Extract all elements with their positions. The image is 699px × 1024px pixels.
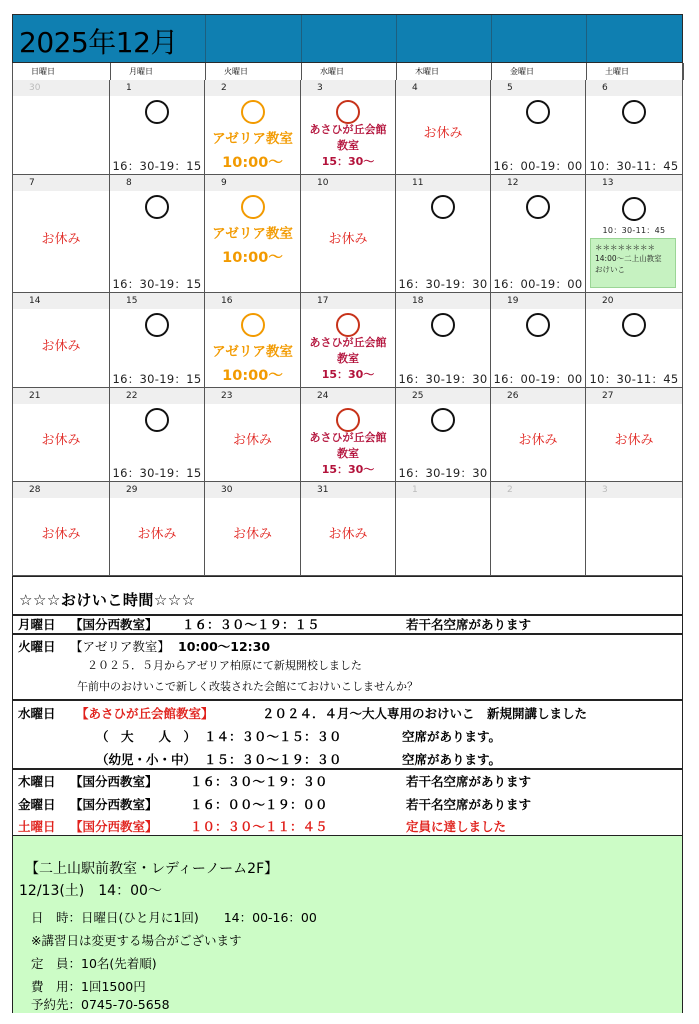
day-number-bar <box>205 482 300 498</box>
lesson-time: 16：00-19：00 <box>493 372 583 386</box>
azalea-class <box>205 127 300 172</box>
calendar-day-cell <box>491 388 586 482</box>
azalea-class-name: アゼリア教室 <box>212 226 293 242</box>
calendar-day-cell <box>205 388 301 482</box>
closed-label: お休み <box>41 339 81 354</box>
weekday-label: 木曜日 <box>397 63 492 80</box>
special-reservation: 予約先：0745-70-5658 <box>31 997 170 1012</box>
calendar-day-cell <box>110 388 205 482</box>
calendar-day-cell <box>205 80 301 175</box>
closed-label: お休み <box>41 527 81 542</box>
day-number: 3 <box>602 485 608 495</box>
friday-status: 若干名空席があります <box>406 797 532 812</box>
day-number-bar <box>396 80 490 96</box>
day-number-bar <box>13 293 109 309</box>
lesson-time: 16：30-19：30 <box>398 372 488 386</box>
day-number-bar <box>301 80 395 96</box>
azalea-class-name: アゼリア教室 <box>212 131 293 147</box>
calendar-day-cell <box>12 482 110 576</box>
azalea-class <box>205 222 300 267</box>
day-number-bar <box>13 388 109 404</box>
available-circle-icon <box>431 408 455 432</box>
day-number: 1 <box>126 83 132 93</box>
closed-label: お休み <box>41 433 81 448</box>
lesson-time: 10：30-11：45 <box>589 372 679 386</box>
special-fee: 費 用：1回1500円 <box>31 979 146 994</box>
kids-status: 空席があります。 <box>402 752 502 767</box>
azalea-class-time: 10:00～ <box>222 155 283 171</box>
asahigaoka-class-line: あさひが丘会館 <box>309 431 387 444</box>
azalea-class <box>205 340 300 385</box>
day-number-bar <box>396 175 490 191</box>
day-number-bar <box>491 482 585 498</box>
friday-label: 金曜日 <box>18 797 56 812</box>
available-circle-icon <box>336 408 360 432</box>
day-number-bar <box>13 80 109 96</box>
saturday-label: 土曜日 <box>18 819 56 834</box>
day-number: 13 <box>602 178 614 188</box>
asahigaoka-class-line: 15：30～ <box>321 463 375 476</box>
special-class-box <box>13 835 682 1013</box>
day-number-bar <box>586 388 682 404</box>
monday-label: 月曜日 <box>18 617 56 632</box>
lesson-time: 16：00-19：00 <box>493 277 583 291</box>
weekday-label: 水曜日 <box>302 63 397 80</box>
day-number-bar <box>110 388 204 404</box>
day-number: 10 <box>317 178 329 188</box>
day-number-bar <box>396 293 490 309</box>
weekday-label: 土曜日 <box>587 63 684 80</box>
day-number-bar <box>301 388 395 404</box>
asahigaoka-class-line: 15：30～ <box>321 368 375 381</box>
day-number-bar <box>110 293 204 309</box>
day-number: 24 <box>317 391 329 401</box>
day-number: 7 <box>29 178 35 188</box>
lesson-time: 16：30-19：30 <box>398 466 488 480</box>
monday-place: 【国分西教室】 <box>70 617 158 632</box>
day-number-bar <box>110 482 204 498</box>
day-number: 5 <box>507 83 513 93</box>
calendar-day-cell <box>396 293 491 388</box>
kids-label: （幼児・小・中） <box>96 752 197 767</box>
asahigaoka-class-line: 教室 <box>337 139 359 152</box>
header-divider <box>205 15 206 62</box>
header-divider <box>491 15 492 62</box>
tuesday-note-1: ２０２５．５月からアゼリア柏原にて新規開校しました <box>87 659 362 672</box>
lesson-time: 16：00-19：00 <box>493 159 583 173</box>
monday-time: １６：３０～１９：１５ <box>182 617 320 632</box>
saturday-status: 定員に達しました <box>406 819 507 834</box>
calendar-day-cell <box>301 175 396 293</box>
calendar-day-cell <box>301 388 396 482</box>
kids-time: １５：３０～１９：３０ <box>204 752 342 767</box>
day-number-bar <box>205 293 300 309</box>
day-number: 25 <box>412 391 424 401</box>
tuesday-time: 10:00～12:30 <box>178 639 271 654</box>
header-divider <box>586 15 587 62</box>
calendar-day-cell <box>301 293 396 388</box>
day-number: 14 <box>29 296 41 306</box>
azalea-class-time: 10:00～ <box>222 250 283 266</box>
weekday-label: 金曜日 <box>492 63 587 80</box>
lesson-time: 10：30-11：45 <box>602 226 666 235</box>
day-number: 21 <box>29 391 41 401</box>
day-number-bar <box>110 175 204 191</box>
asahigaoka-class-line: 教室 <box>337 447 359 460</box>
day-number-bar <box>301 293 395 309</box>
available-circle-icon <box>145 100 169 124</box>
day-number: 31 <box>317 485 329 495</box>
special-title: 【二上山駅前教室・レディーノーム2F】 <box>25 861 279 877</box>
available-circle-icon <box>145 195 169 219</box>
day-number: 20 <box>602 296 614 306</box>
calendar-day-cell <box>110 482 205 576</box>
special-date: 12/13(土) 14：00～ <box>19 883 162 899</box>
weekday-row <box>12 63 683 80</box>
available-circle-icon <box>431 195 455 219</box>
available-circle-icon <box>526 313 550 337</box>
lesson-time: 16：30-19：30 <box>398 277 488 291</box>
azalea-class-name: アゼリア教室 <box>212 344 293 360</box>
day-number: 12 <box>507 178 519 188</box>
available-circle-icon <box>145 313 169 337</box>
calendar-day-cell <box>110 175 205 293</box>
day-number-bar <box>301 482 395 498</box>
azalea-class-time: 10:00～ <box>222 368 283 384</box>
calendar-day-cell <box>586 293 683 388</box>
day-number-bar <box>13 175 109 191</box>
saturday-time: １０：３０～１１：４５ <box>190 819 328 834</box>
available-circle-icon <box>622 100 646 124</box>
adult-label: （ 大 人 ） <box>96 729 197 744</box>
lesson-time: 10：30-11：45 <box>589 159 679 173</box>
day-number-bar <box>205 175 300 191</box>
wednesday-label: 水曜日 <box>18 706 56 721</box>
day-number: 6 <box>602 83 608 93</box>
day-number-bar <box>491 175 585 191</box>
day-number: 19 <box>507 296 519 306</box>
calendar-day-cell <box>491 80 586 175</box>
day-number-bar <box>586 175 682 191</box>
day-number: 18 <box>412 296 424 306</box>
day-number-bar <box>205 388 300 404</box>
closed-label: お休み <box>614 433 654 448</box>
saturday-place: 【国分西教室】 <box>70 819 158 834</box>
available-circle-icon <box>241 313 265 337</box>
header-divider <box>301 15 302 62</box>
day-number: 17 <box>317 296 329 306</box>
calendar-day-cell <box>205 175 301 293</box>
available-circle-icon <box>622 197 646 221</box>
calendar-day-cell <box>491 293 586 388</box>
day-number: 27 <box>602 391 614 401</box>
calendar-day-cell <box>205 482 301 576</box>
closed-label: お休み <box>41 232 81 247</box>
thursday-place: 【国分西教室】 <box>70 774 158 789</box>
available-circle-icon <box>526 100 550 124</box>
lesson-time: 16：30-19：15 <box>112 159 202 173</box>
day-number: 3 <box>317 83 323 93</box>
friday-place: 【国分西教室】 <box>70 797 158 812</box>
event-note <box>590 238 676 288</box>
monday-status: 若干名空席があります <box>406 617 532 632</box>
tuesday-label: 火曜日 <box>18 639 56 654</box>
day-number: 26 <box>507 391 519 401</box>
calendar-day-cell <box>110 80 205 175</box>
adult-status: 空席があります。 <box>402 729 502 744</box>
calendar-day-cell <box>396 388 491 482</box>
day-number-bar <box>205 80 300 96</box>
day-number-bar <box>491 388 585 404</box>
closed-label: お休み <box>328 527 368 542</box>
day-number-bar <box>586 80 682 96</box>
calendar-day-cell <box>491 175 586 293</box>
available-circle-icon <box>622 313 646 337</box>
day-number-bar <box>396 388 490 404</box>
closed-label: お休み <box>423 126 463 141</box>
asahigaoka-class <box>301 430 395 478</box>
adult-time: １４：３０～１５：３０ <box>204 729 342 744</box>
closed-label: お休み <box>232 527 272 542</box>
special-capacity: 定 員：10名(先着順) <box>31 956 157 971</box>
closed-label: お休み <box>328 232 368 247</box>
thursday-time: １６：３０～１９：３０ <box>190 774 328 789</box>
lesson-time: 16：30-19：15 <box>112 466 202 480</box>
day-number: 4 <box>412 83 418 93</box>
special-notice: ※講習日は変更する場合がございます <box>31 933 242 948</box>
day-number: 15 <box>126 296 138 306</box>
day-number: 30 <box>29 83 41 93</box>
calendar-day-cell <box>110 293 205 388</box>
closed-label: お休み <box>232 433 272 448</box>
weekday-label: 日曜日 <box>13 63 111 80</box>
event-note-line: おけいこ <box>595 265 625 274</box>
weekday-label: 月曜日 <box>111 63 206 80</box>
asahigaoka-class <box>301 122 395 170</box>
thursday-label: 木曜日 <box>18 774 56 789</box>
calendar-header <box>12 14 683 63</box>
day-number-bar <box>491 293 585 309</box>
closed-label: お休み <box>137 527 177 542</box>
asahigaoka-class <box>301 335 395 383</box>
day-number-bar <box>396 482 490 498</box>
wednesday-text: ２０２４．４月～大人専用のおけいこ 新規開講しました <box>262 706 588 721</box>
available-circle-icon <box>526 195 550 219</box>
available-circle-icon <box>336 100 360 124</box>
calendar-day-cell <box>205 293 301 388</box>
tuesday-place: 【アゼリア教室】 <box>70 639 170 654</box>
info-title: ☆☆☆おけいこ時間☆☆☆ <box>19 591 196 609</box>
lesson-time: 16：30-19：15 <box>112 277 202 291</box>
day-number: 22 <box>126 391 138 401</box>
asahigaoka-class-line: あさひが丘会館 <box>309 336 387 349</box>
header-divider <box>396 15 397 62</box>
tuesday-note-2: 午前中のおけいこで新しく改装された会館にておけいこしませんか？ <box>77 680 418 693</box>
day-number-bar <box>491 80 585 96</box>
event-note-line: ＊＊＊＊＊＊＊＊ <box>595 243 655 252</box>
friday-time: １６：００～１９：００ <box>190 797 328 812</box>
calendar-day-cell <box>12 293 110 388</box>
calendar-day-cell <box>301 80 396 175</box>
calendar-day-cell <box>586 388 683 482</box>
day-number: 2 <box>221 83 227 93</box>
day-number-bar <box>110 80 204 96</box>
day-number-bar <box>586 293 682 309</box>
event-note-line: 14:00～二上山教室 <box>595 254 662 263</box>
lesson-time: 16：30-19：15 <box>112 372 202 386</box>
day-number-bar <box>301 175 395 191</box>
day-number: 2 <box>507 485 513 495</box>
available-circle-icon <box>431 313 455 337</box>
special-schedule: 日 時：日曜日(ひと月に1回) 14：00-16：00 <box>31 910 317 925</box>
calendar-day-cell <box>491 482 586 576</box>
day-number: 8 <box>126 178 132 188</box>
available-circle-icon <box>336 313 360 337</box>
header-grid <box>13 15 682 62</box>
lesson-info <box>12 576 683 1013</box>
day-number: 29 <box>126 485 138 495</box>
wednesday-place: 【あさひが丘会館教室】 <box>76 706 214 721</box>
calendar-day-cell <box>12 175 110 293</box>
available-circle-icon <box>241 195 265 219</box>
calendar-day-cell <box>396 80 491 175</box>
calendar-day-cell <box>396 175 491 293</box>
day-number: 16 <box>221 296 233 306</box>
calendar-day-cell <box>396 482 491 576</box>
calendar-day-cell <box>586 482 683 576</box>
day-number-bar <box>13 482 109 498</box>
day-number: 28 <box>29 485 41 495</box>
asahigaoka-class-line: 教室 <box>337 352 359 365</box>
calendar-day-cell <box>586 80 683 175</box>
calendar-day-cell <box>586 175 683 293</box>
day-number-bar <box>586 482 682 498</box>
day-number: 11 <box>412 178 424 188</box>
month-title: 2025年12月 <box>19 26 178 59</box>
available-circle-icon <box>241 100 265 124</box>
calendar-day-cell <box>301 482 396 576</box>
asahigaoka-class-line: あさひが丘会館 <box>309 123 387 136</box>
closed-label: お休み <box>518 433 558 448</box>
weekday-label: 火曜日 <box>206 63 302 80</box>
day-number: 1 <box>412 485 418 495</box>
day-number: 23 <box>221 391 233 401</box>
day-number: 30 <box>221 485 233 495</box>
day-number: 9 <box>221 178 227 188</box>
available-circle-icon <box>145 408 169 432</box>
calendar-day-cell <box>12 388 110 482</box>
thursday-status: 若干名空席があります <box>406 774 532 789</box>
asahigaoka-class-line: 15：30～ <box>321 155 375 168</box>
calendar-day-cell <box>12 80 110 175</box>
